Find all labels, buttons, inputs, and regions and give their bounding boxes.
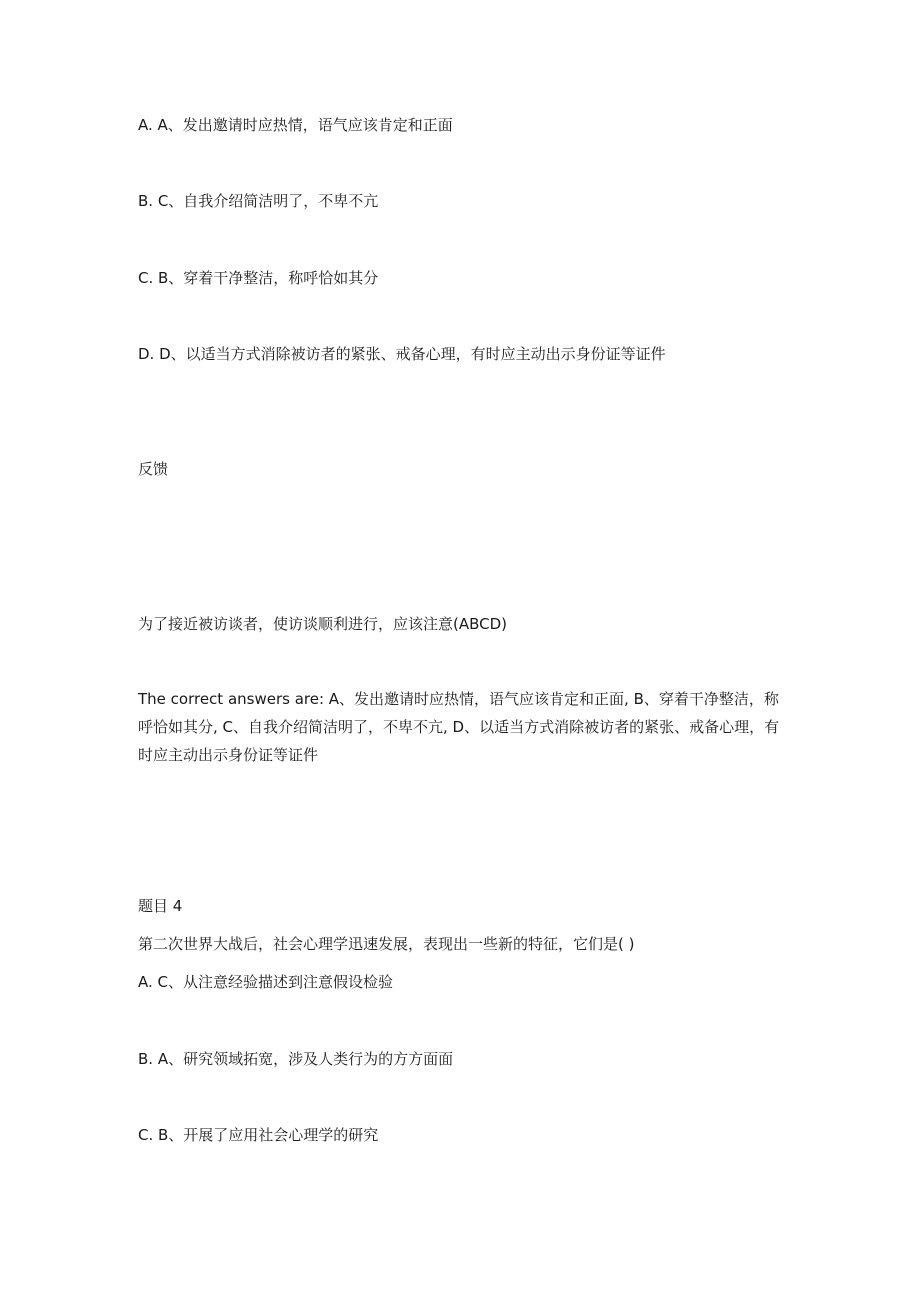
- q3-option-d[interactable]: D. D、以适当方式消除被访者的紧张、戒备心理，有时应主动出示身份证等证件: [138, 345, 666, 363]
- q4-option-a[interactable]: A. C、从注意经验描述到注意假设检验: [138, 973, 394, 991]
- q3-option-c[interactable]: C. B、穿着干净整洁，称呼恰如其分: [138, 269, 379, 287]
- q4-option-c[interactable]: C. B、开展了应用社会心理学的研究: [138, 1126, 379, 1144]
- correct-answers-text: The correct answers are: A、发出邀请时应热情，语气应该肯定和正面, B、穿着干净整洁，称呼恰如其分, C、自我介绍简洁明了，不卑不亢, D、以适当方式消除被访者的紧张、戒备心理，有时应主动出示身份证等证件: [138, 690, 780, 764]
- feedback-heading: 反馈: [138, 460, 169, 478]
- q3-option-b[interactable]: B. C、自我介绍简洁明了，不卑不亢: [138, 192, 379, 210]
- question-4-prompt: 第二次世界大战后，社会心理学迅速发展，表现出一些新的特征，它们是( ): [138, 935, 635, 953]
- question-4-title: 题目 4: [138, 897, 183, 915]
- q3-option-a[interactable]: A. A、发出邀请时应热情，语气应该肯定和正面: [138, 116, 453, 134]
- feedback-summary: 为了接近被访谈者，使访谈顺利进行，应该注意(ABCD): [138, 615, 508, 633]
- q4-option-b[interactable]: B. A、研究领域拓宽，涉及人类行为的方方面面: [138, 1050, 454, 1068]
